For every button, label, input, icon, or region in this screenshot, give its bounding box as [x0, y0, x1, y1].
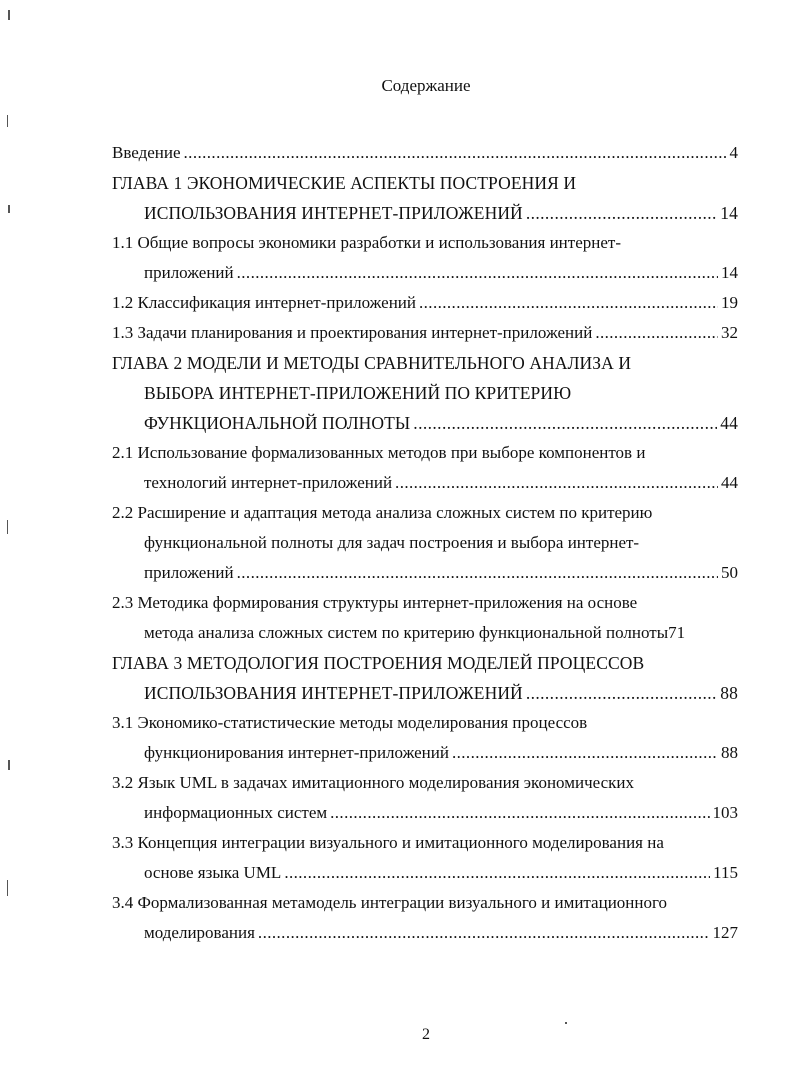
toc-entry-line [112, 288, 738, 318]
toc-entry-text: 1.1 Общие вопросы экономики разработки и использования интернет- [112, 233, 621, 252]
scan-speck [7, 880, 8, 896]
toc-entry-text: 1.2 Классификация интернет-приложений [112, 293, 416, 312]
toc-entry-line [112, 798, 738, 828]
page-number: 2 [422, 1026, 430, 1043]
toc-entry-text: основе языка UML [144, 863, 282, 882]
toc-entry-text: ФУНКЦИОНАЛЬНОЙ ПОЛНОТЫ [144, 413, 411, 433]
toc-page-number: 44 [720, 413, 738, 433]
toc-entry-line [112, 768, 738, 798]
toc-entry-line [112, 708, 738, 738]
toc-entry-line [112, 528, 738, 558]
toc-entry-line [112, 438, 738, 468]
toc-leader-dots [526, 678, 717, 708]
toc-entry-text: информационных систем [144, 803, 328, 822]
toc-entry-text: Введение [112, 143, 181, 162]
toc-entry-line [112, 918, 738, 948]
toc-entry-line [112, 138, 738, 168]
toc-chapter-line [112, 678, 738, 708]
scan-speck [7, 520, 8, 534]
toc-leader-dots [237, 558, 718, 588]
toc-entry-text: 3.3 Концепция интеграции визуального и имитационного моделирования на [112, 833, 664, 852]
toc-page-number: 50 [721, 563, 738, 582]
toc-leader-dots [184, 138, 727, 168]
toc-leader-dots [413, 408, 717, 438]
toc-leader-dots [284, 858, 710, 888]
scan-speck [8, 205, 10, 213]
toc-page-number: 14 [721, 263, 738, 282]
toc-page-number: 19 [721, 293, 738, 312]
toc-entry-line [112, 498, 738, 528]
toc-chapter-line [112, 348, 738, 378]
toc-entry-text: 3.1 Экономико-статистические методы моделирования процессов [112, 713, 588, 732]
toc-entry-line [112, 318, 738, 348]
toc-leader-dots [595, 318, 718, 348]
toc-page-number: 103 [712, 803, 738, 822]
toc-entry-text: 2.1 Использование формализованных методов при выборе компонентов и [112, 443, 646, 462]
toc-page-number: 115 [713, 863, 738, 882]
toc-title: Содержание [381, 76, 471, 95]
toc-chapter-line [112, 408, 738, 438]
toc-entry-line [112, 828, 738, 858]
toc-entry-text: ГЛАВА 1 ЭКОНОМИЧЕСКИЕ АСПЕКТЫ ПОСТРОЕНИЯ И [112, 173, 577, 193]
toc-entry-text: ГЛАВА 3 МЕТОДОЛОГИЯ ПОСТРОЕНИЯ МОДЕЛЕЙ ПРОЦЕССОВ [112, 653, 645, 673]
toc-entry-text: 3.4 Формализованная метамодель интеграции визуального и имитационного [112, 893, 668, 912]
toc-entry-text: 2.3 Методика формирования структуры интернет-приложения на основе [112, 593, 638, 612]
toc-leader-dots [452, 738, 718, 768]
toc-entry-text: функционирования интернет-приложений [144, 743, 449, 762]
scan-speck [565, 1022, 567, 1024]
toc-leader-dots [258, 918, 710, 948]
toc-chapter-line [112, 168, 738, 198]
toc-page-number: 14 [720, 203, 738, 223]
toc-page-number: 127 [712, 923, 738, 942]
toc-entry-line [112, 618, 738, 648]
toc-entry-text: функциональной полноты для задач построения и выбора интернет- [144, 533, 640, 552]
toc-entry-line [112, 888, 738, 918]
toc-chapter-line [112, 378, 738, 408]
toc-entry-text: приложений [144, 563, 234, 582]
toc-page-number: 88 [720, 683, 738, 703]
toc-entry-line [112, 858, 738, 888]
toc-entry-text: технологий интернет-приложений [144, 473, 393, 492]
toc-entry-line [112, 738, 738, 768]
toc-entry-line [112, 258, 738, 288]
toc-entry-text: 1.3 Задачи планирования и проектирования интернет-приложений [112, 323, 593, 342]
toc-entry-text: ВЫБОРА ИНТЕРНЕТ-ПРИЛОЖЕНИЙ ПО КРИТЕРИЮ [144, 383, 572, 403]
toc-page-number: 44 [721, 473, 738, 492]
toc-entry-text: 3.2 Язык UML в задачах имитационного моделирования экономических [112, 773, 635, 792]
toc-page-number: 32 [721, 323, 738, 342]
toc-entry-text: метода анализа сложных систем по критерию функциональной полноты71 [144, 623, 686, 642]
toc-leader-dots [395, 468, 718, 498]
scan-speck [8, 10, 10, 20]
toc-page-number: 88 [721, 743, 738, 762]
toc-entry-text: ИСПОЛЬЗОВАНИЯ ИНТЕРНЕТ-ПРИЛОЖЕНИЙ [144, 203, 523, 223]
toc-entry-line [112, 588, 738, 618]
toc-leader-dots [419, 288, 718, 318]
toc-leader-dots [526, 198, 717, 228]
toc-leader-dots [330, 798, 709, 828]
toc-entry-line [112, 228, 738, 258]
toc-entry-text: ГЛАВА 2 МОДЕЛИ И МЕТОДЫ СРАВНИТЕЛЬНОГО АНАЛИЗА И [112, 353, 632, 373]
toc-entry-text: 2.2 Расширение и адаптация метода анализа сложных систем по критерию [112, 503, 653, 522]
toc-entry-line [112, 468, 738, 498]
toc-chapter-line [112, 648, 738, 678]
table-of-contents [112, 138, 738, 948]
toc-entry-text: приложений [144, 263, 234, 282]
scan-speck [7, 115, 8, 127]
scan-speck [8, 760, 10, 770]
toc-leader-dots [237, 258, 718, 288]
toc-entry-line [112, 558, 738, 588]
toc-entry-text: ИСПОЛЬЗОВАНИЯ ИНТЕРНЕТ-ПРИЛОЖЕНИЙ [144, 683, 523, 703]
toc-entry-text: моделирования [144, 923, 255, 942]
toc-page-number: 4 [729, 143, 738, 162]
toc-chapter-line [112, 198, 738, 228]
